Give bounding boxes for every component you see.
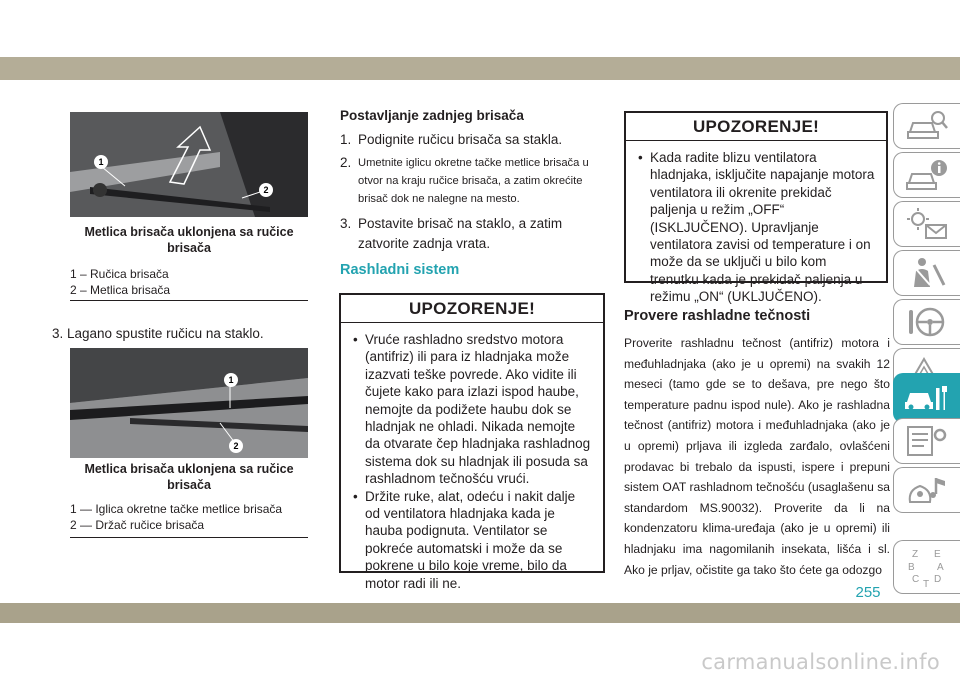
top-band [0, 57, 960, 80]
index-letter: T [923, 579, 930, 588]
cooling-system-heading: Rashladni sistem [340, 262, 460, 278]
bottom-band [0, 603, 960, 623]
warning-item: • Držite ruke, alat, odeću i nakit dalje od ventilatora hladnjaka kada je hauba podignuta. Ventilator se pokreće automatski i može da se pokrene u bilo koje vreme, bilo da motor radi ili ne. [353, 488, 593, 592]
callout-2: 2 [259, 183, 273, 197]
index-letter: A [937, 562, 944, 573]
legend-item: 2 — Držač ručice brisača [70, 518, 205, 532]
page-number: 255 [855, 584, 881, 601]
legend-item: 1 – Ručica brisača [70, 267, 169, 281]
warning-item: • Kada radite blizu ventilatora hladnjaka, isključite napajanje motora ventilatora ili okrenite prekidač paljenja u režim „OFF“ (ISKLJUČENO). Upravljanje ventilatora zavisi od temperature i on može da se uključi u bilo kom trenutku kada je prekidač paljenja u režimu „ON“ (UKLJUČENO). [638, 149, 876, 306]
figure2-title: Metlica brisača uklonjena sa ručice brisača [84, 462, 294, 492]
left-step-3: 3. Lagano spustite ručicu na staklo. [52, 326, 264, 341]
warning-box-fan [624, 111, 888, 305]
figure2-legend [70, 501, 308, 533]
divider [70, 537, 308, 538]
index-letter: Z [912, 549, 919, 560]
wiper-photo-1 [70, 112, 308, 217]
step-1: 1. Podignite ručicu brisača sa stakla. [340, 132, 563, 147]
car-search-icon [904, 108, 950, 144]
warning-title: UPOZORENJE! [626, 113, 886, 141]
callout-2: 2 [229, 439, 243, 453]
tab-specifications[interactable] [893, 418, 960, 464]
tab-multimedia[interactable] [893, 467, 960, 513]
figure1-title: Metlica brisača uklonjena sa ručice brisača [84, 225, 294, 255]
figure1-legend [70, 266, 308, 298]
watermark: carmanualsonline.info [701, 650, 940, 674]
index-letters-icon [904, 546, 950, 588]
wiper-photo-2 [70, 348, 308, 458]
tab-car-info[interactable] [893, 152, 960, 198]
legend-item: 2 – Metlica brisača [70, 283, 171, 297]
callout-1: 1 [224, 373, 238, 387]
car-info-icon [904, 157, 950, 193]
car-service-tools-icon [904, 380, 950, 416]
index-letter: C [912, 574, 920, 585]
warning-box-coolant [339, 293, 605, 591]
index-letter: B [908, 562, 915, 573]
steering-wheel-icon [904, 304, 950, 340]
legend-item: 1 — Iglica okretne tačke metlice brisača [70, 502, 283, 516]
step-3: 3. Postavite brisač na staklo, a zatim zatvorite zadnja vrata. [340, 216, 563, 251]
warning-light-message-icon [904, 206, 950, 242]
warning-item: • Vruće rashladno sredstvo motora (antifriz) ili para iz hladnjaka može izazvati teške povrede. Ako vidite ili čujete kako para izlazi ispod haube, nemojte da podižete haubu dok se hladnjak ne ohladi. Nikada nemojte da otvarate čep hladnjaka rashladnog sistema dok su hladnjak ili posuda sa rashladnom tečnošću vrući. [353, 331, 593, 488]
person-seatbelt-icon [904, 255, 950, 291]
tab-servicing[interactable] [893, 373, 960, 423]
multimedia-icon [904, 472, 950, 508]
tab-warning-lights[interactable] [893, 201, 960, 247]
tab-car-search[interactable] [893, 103, 960, 149]
divider [70, 300, 308, 301]
callout-1: 1 [94, 155, 108, 169]
coolant-check-paragraph: Proverite rashladnu tečnost (antifriz) motora i međuhladnjaka (ako je u opremi) na svakih 12 meseci (tamo gde se to dešava, pre nego što temperature padnu ispod nule). Ako je rashladna tečnost (antifriz) motora i međuhladnjaka (ako je u opremi) prljava ili izgleda zarđalo, ovlašćeni prodavac bi trebalo da ispusti, ispere i prepuni sistem OAT rashladnom tečnošću (usaglašenu sa standardom MS.90032). Proverite da li na kondenzatoru klima-uređaja (ako je u opremi) ili hladnjaku ima nagomilanih insekata, lišća i sl. Ako je prljav, očistite ga tako što ćete ga odozgo [624, 336, 890, 577]
index-letter: D [934, 574, 942, 585]
rear-wiper-heading: Postavljanje zadnjeg brisača [340, 108, 524, 123]
tab-index[interactable] [893, 540, 960, 594]
index-letter: E [934, 549, 941, 560]
checklist-gear-icon [904, 423, 950, 459]
coolant-check-heading: Provere rashladne tečnosti [624, 308, 811, 324]
tab-safety[interactable] [893, 250, 960, 296]
warning-title: UPOZORENJE! [341, 295, 603, 323]
tab-driving[interactable] [893, 299, 960, 345]
step-2: 2. Umetnite iglicu okretne tačke metlice brisača u otvor na kraju ručice brisača, a zatim okrećite brisač dok ne nalegne na mesto. [340, 155, 589, 205]
